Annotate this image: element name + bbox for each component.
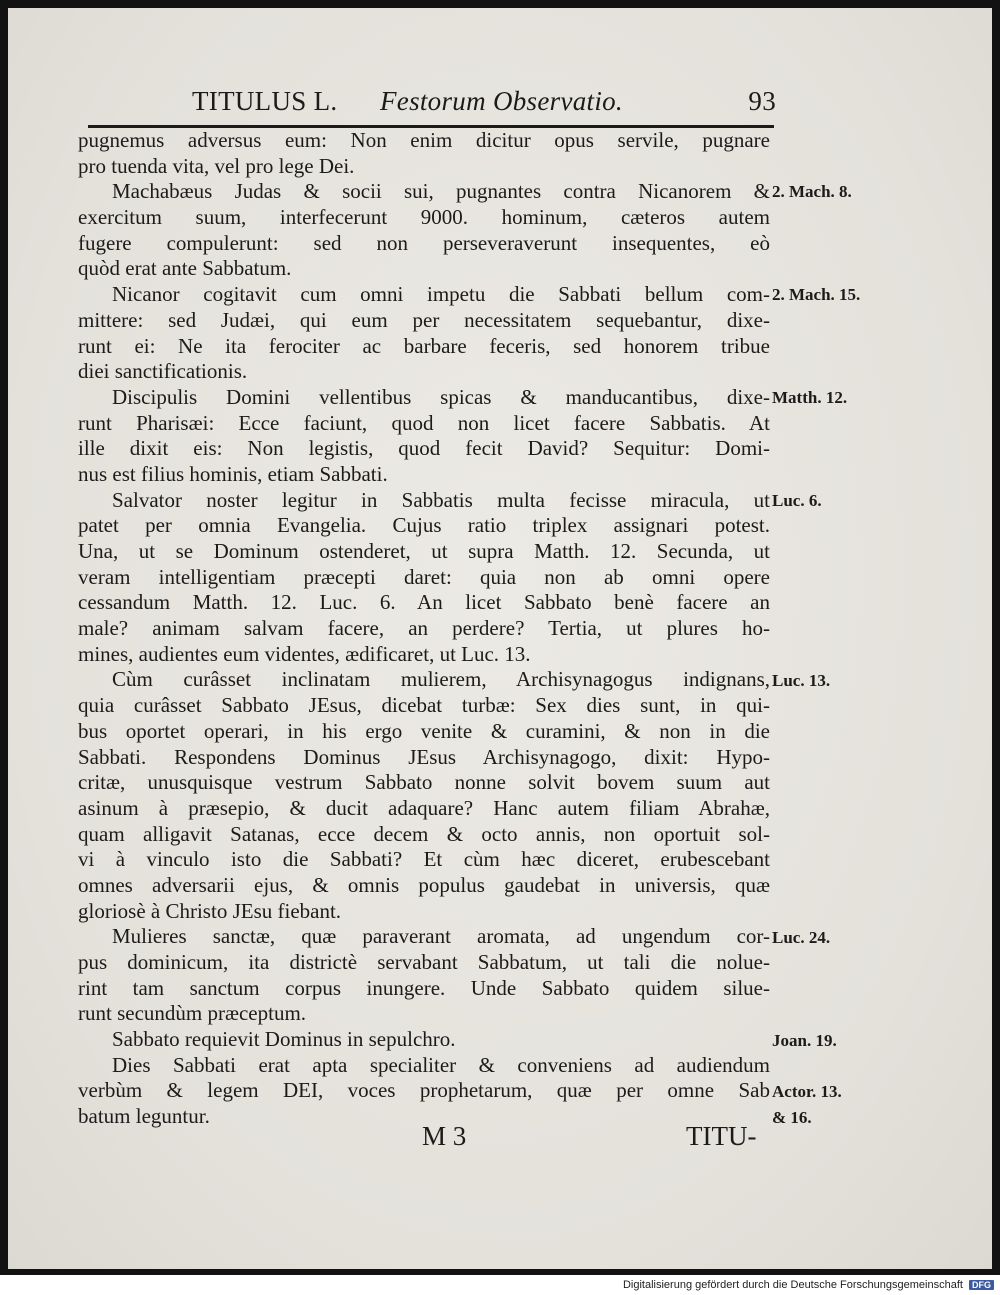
margin-reference: & 16.: [772, 1107, 812, 1127]
text-line: rint tam sanctum corpus inungere. Unde Sabbato quidem silue-: [78, 975, 770, 1000]
header-title-left: TITULUS L.: [192, 86, 338, 116]
margin-reference: Matth. 12.: [772, 388, 848, 407]
text-line: Machabæus Judas & socii sui, pugnantes contra Nicanorem &: [112, 179, 770, 204]
text-line: quia curâsset Sabbato JEsus, dicebat turbæ: Sex dies sunt, in qui-: [78, 693, 770, 718]
margin-reference: Actor. 13.: [772, 1081, 842, 1101]
text-line: runt ei: Ne ita ferociter ac barbare feceris, sed honorem tribue: [78, 333, 770, 358]
signature-mark: M 3: [422, 1121, 467, 1151]
text-line: pro tuenda vita, vel pro lege Dei.: [78, 153, 355, 178]
text-line: male? animam salvam facere, an perdere? Tertia, ut plures ho-: [78, 616, 770, 641]
text-line: Sabbato requievit Dominus in sepulchro.: [112, 1027, 456, 1052]
dfg-logo: DFG: [969, 1280, 994, 1290]
digitization-credit: [623, 1279, 994, 1291]
credit-text: Digitalisierung gefördert durch die Deutsche Forschungsgemeinschaft: [622, 1279, 963, 1291]
text-line: asinum à præsepio, & ducit adaquare? Hanc autem filiam Abrahæ,: [78, 795, 770, 820]
text-line: Sabbati. Respondens Dominus JEsus Archisynagogo, dixit: Hypo-: [78, 744, 770, 769]
text-line: bus oportet operari, in his ergo venite & curamini, & non in die: [78, 718, 770, 743]
text-line: Discipulis Domini vellentibus spicas & manducantibus, dixe-: [112, 384, 770, 409]
text-line: nus est filius hominis, etiam Sabbati.: [78, 461, 388, 486]
text-line: quam alligavit Satanas, ecce decem & octo annis, non oportuit sol-: [78, 821, 770, 846]
margin-reference: Joan. 19.: [772, 1030, 837, 1050]
text-line: ille dixit eis: Non legistis, quod fecit David? Sequitur: Domi-: [78, 436, 770, 461]
body-text: [78, 128, 770, 1130]
text-line: patet per omnia Evangelia. Cujus ratio triplex assignari potest.: [78, 513, 770, 538]
page-number: 93: [748, 86, 776, 116]
text-line: Cùm curâsset inclinatam mulierem, Archisynagogus indignans,: [112, 667, 770, 692]
text-line: quòd erat ante Sabbatum.: [78, 256, 292, 281]
text-line: mines, audientes eum videntes, ædificaret, ut Luc. 13.: [78, 641, 531, 666]
margin-reference: Luc. 6.: [772, 490, 822, 510]
margin-reference: Luc. 24.: [772, 927, 831, 947]
text-line: Nicanor cogitavit cum omni impetu die Sabbati bellum com-: [112, 282, 770, 307]
text-line: Una, ut se Dominum ostenderet, ut supra Matth. 12. Secunda, ut: [78, 539, 770, 563]
text-line: critæ, unusquisque vestrum Sabbato nonne solvit bovem suum aut: [78, 770, 770, 795]
text-line: omnes adversarii ejus, & omnis populus gaudebat in universis, quæ: [78, 872, 770, 897]
text-line: runt Pharisæi: Ecce faciunt, quod non licet facere Sabbatis. At: [78, 410, 770, 435]
margin-reference: Luc. 13.: [772, 670, 831, 690]
text-line: Salvator noster legitur in Sabbatis multa fecisse miracula, ut: [112, 487, 770, 512]
margin-reference: 2. Mach. 8.: [772, 182, 852, 202]
text-line: exercitum suum, interfecerunt 9000. hominum, cæteros autem: [78, 205, 770, 230]
header-title-main: Festorum Observatio.: [380, 86, 623, 116]
running-header: [192, 86, 776, 126]
text-line: gloriosè à Christo JEsu fiebant.: [78, 898, 342, 923]
text-line: pugnemus adversus eum: Non enim dicitur opus servile, pugnare: [78, 128, 770, 152]
text-line: runt secundùm præceptum.: [78, 1001, 307, 1026]
text-line: veram intelligentiam præcepti daret: quia non ab omni opere: [78, 564, 770, 589]
catchword: TITU-: [686, 1121, 757, 1151]
text-line: cessandum Matth. 12. Luc. 6. An licet Sabbato benè facere an: [78, 590, 770, 615]
text-line: Dies Sabbati erat apta specialiter & conveniens ad audiendum: [112, 1052, 770, 1077]
text-line: batum leguntur.: [78, 1104, 210, 1129]
text-line: Mulieres sanctæ, quæ paraverant aromata, ad ungendum cor-: [112, 924, 770, 949]
text-line: pus dominicum, ita districtè servabant Sabbatum, ut tali die nolue-: [78, 950, 770, 974]
text-line: vi à vinculo isto die Sabbati? Et cùm hæc diceret, erubescebant: [78, 847, 770, 872]
text-line: fugere compulerunt: sed non perseveraverunt insequentes, eò: [78, 230, 770, 255]
margin-reference: 2. Mach. 15.: [772, 285, 861, 305]
text-line: verbùm & legem DEI, voces prophetarum, quæ per omne Sab: [78, 1078, 770, 1103]
text-line: diei sanctificationis.: [78, 359, 248, 384]
text-line: mittere: sed Judæi, qui eum per necessitatem sequebantur, dixe-: [78, 307, 770, 332]
